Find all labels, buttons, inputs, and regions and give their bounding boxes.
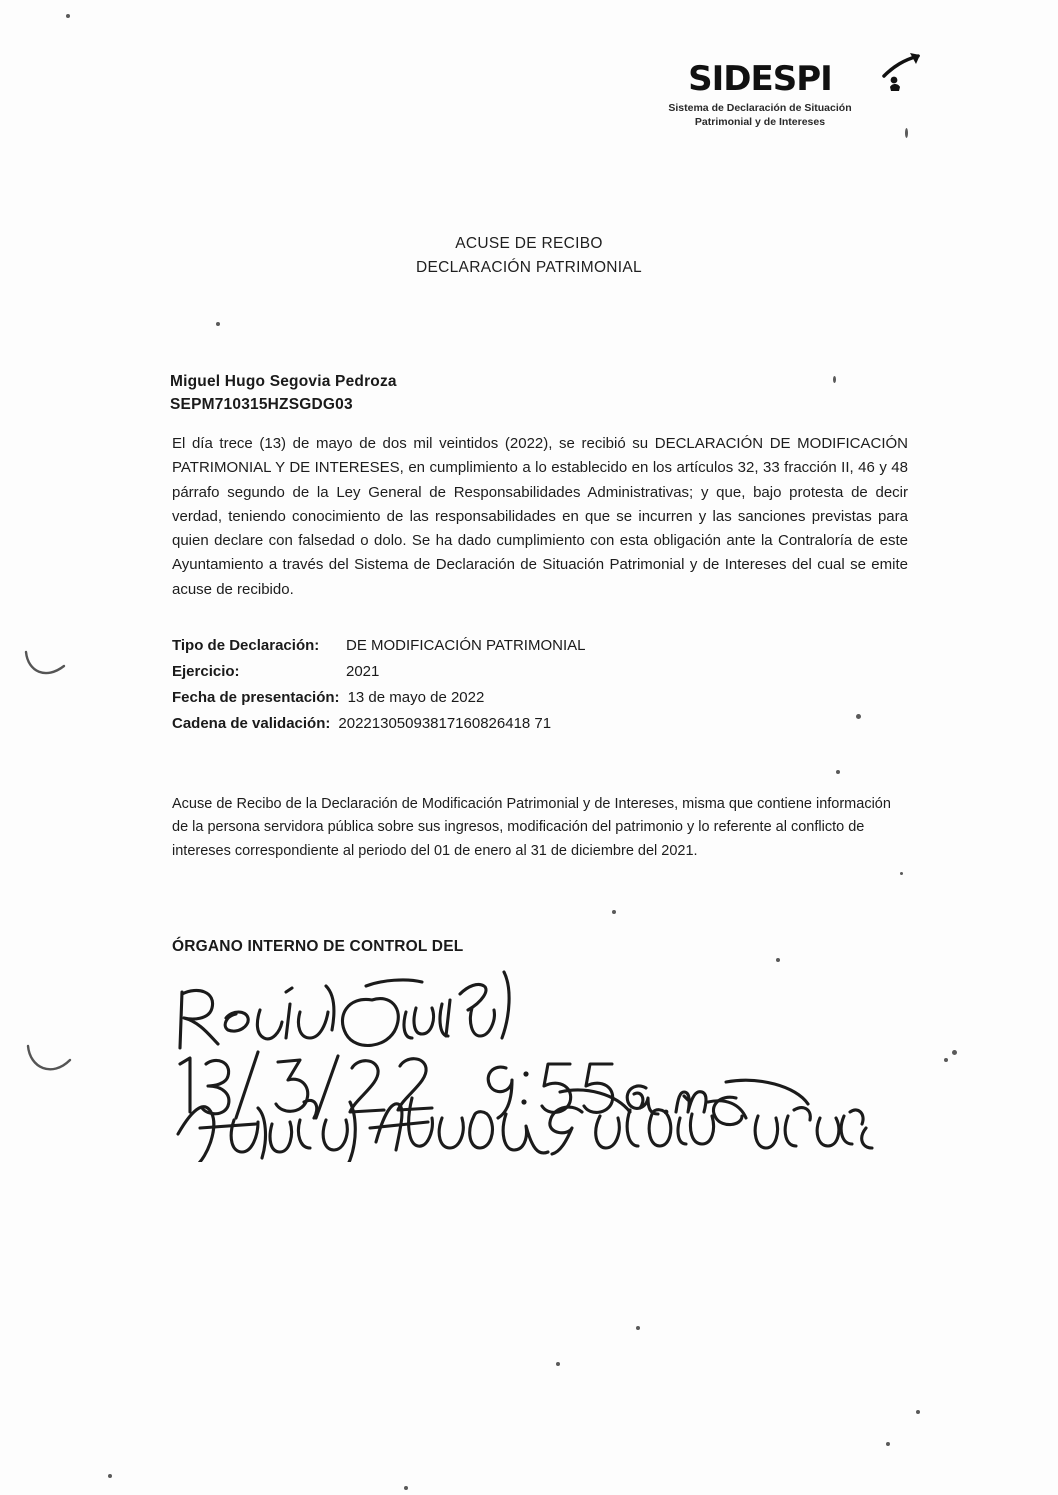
declarant-name: Miguel Hugo Segovia Pedroza xyxy=(170,373,397,390)
scan-speck xyxy=(66,14,70,18)
detail-label-ejercicio: Ejercicio: xyxy=(172,663,240,680)
detail-row xyxy=(172,638,912,653)
scan-speck xyxy=(916,1410,920,1414)
detail-row xyxy=(172,690,912,705)
scan-speck xyxy=(886,1442,890,1446)
scan-speck xyxy=(833,376,836,383)
detail-label-tipo: Tipo de Declaración: xyxy=(172,637,320,654)
scan-speck xyxy=(612,910,616,914)
scan-speck xyxy=(556,1362,560,1366)
scan-speck xyxy=(216,322,220,326)
declarant-rfc: SEPM710315HZSGDG03 xyxy=(170,396,353,414)
detail-value-ejercicio: 2021 xyxy=(346,663,380,680)
logo-subtitle xyxy=(640,101,880,129)
declarant-block xyxy=(170,370,910,417)
signature-ink xyxy=(160,952,880,1162)
scan-artifact-hook xyxy=(22,646,82,686)
logo-subtitle-line1: Sistema de Declaración de Situación xyxy=(668,102,852,114)
scan-speck xyxy=(404,1486,408,1490)
detail-value-tipo: DE MODIFICACIÓN PATRIMONIAL xyxy=(346,637,586,654)
title-line-2: DECLARACIÓN PATRIMONIAL xyxy=(416,259,642,277)
detail-value-fecha: 13 de mayo de 2022 xyxy=(347,689,485,706)
scan-speck xyxy=(900,872,903,875)
scan-speck xyxy=(108,1474,112,1478)
detail-row xyxy=(172,664,912,679)
declaration-details xyxy=(172,638,912,742)
body-paragraph: El día trece (13) de mayo de dos mil veintidos (2022), se recibió su DECLARACIÓN DE MODIFICACIÓN PATRIMONIAL Y DE INTERESES, en cumplimiento a lo establecido en los artículos 32, 33 fracción II, 46 y 48 párrafo segundo de la Ley General de Responsabilidades Administrativas; y que, bajo protesta de decir verdad, teniendo conocimiento de las responsabilidades en que se incurren y las sanciones previstas para quien declare con falsedad o dolo. Se ha dado cumplimiento con esta obligación ante la Contraloría de este Ayuntamiento a través del Sistema de Declaración de Situación Patrimonial y de Intereses del cual se emite acuse de recibido. xyxy=(172,435,908,598)
scan-speck xyxy=(636,1326,640,1330)
scan-speck xyxy=(952,1050,957,1055)
closing-note: Acuse de Recibo de la Declaración de Modificación Patrimonial y de Intereses, misma que contiene información de la persona servidora pública sobre sus ingresos, modificación del patrimonio y lo referente al conflicto de intereses correspondiente al periodo del 01 de enero al 31 de diciembre del 2021. xyxy=(172,796,891,859)
scan-speck xyxy=(776,958,780,962)
title-line-1: ACUSE DE RECIBO xyxy=(455,235,603,252)
logo-subtitle-line2: Patrimonial y de Intereses xyxy=(694,116,826,129)
scan-speck xyxy=(836,770,840,774)
scan-artifact-hook xyxy=(24,1042,88,1084)
scan-speck xyxy=(944,1058,948,1062)
detail-row xyxy=(172,716,912,731)
detail-value-cadena: 20221305093817160826418 71 xyxy=(338,715,552,732)
page-title xyxy=(0,232,1058,280)
logo-wordmark: SIDESPI xyxy=(688,59,832,99)
detail-label-fecha: Fecha de presentación: xyxy=(172,689,340,706)
handwritten-signature xyxy=(160,952,880,1162)
arrow-person-icon xyxy=(880,50,924,94)
organ-line: ÓRGANO INTERNO DE CONTROL DEL xyxy=(172,938,464,955)
sidespi-logo xyxy=(640,59,880,129)
detail-label-cadena: Cadena de validación: xyxy=(172,715,331,732)
scan-speck xyxy=(856,714,861,719)
scan-speck xyxy=(905,128,908,138)
